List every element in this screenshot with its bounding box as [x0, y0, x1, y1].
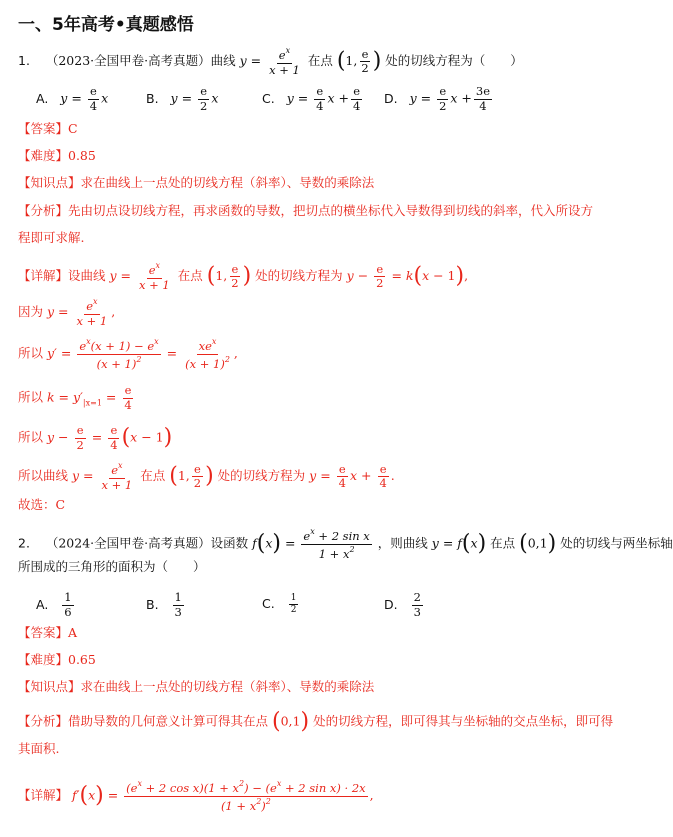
q2-analysis-line2: 其面积. [18, 741, 60, 756]
q1-analysis-line1: 【分析】先由切点设切线方程，再求函数的导数，把切点的横坐标代入导数得到切线的斜率，代入所设方 [18, 203, 594, 218]
q2-option-b: B. $\frac{1}{3}$ [146, 590, 182, 619]
q1-detail-line4: 所以 $k = y'_{|x=1}$ = $\frac{e}{4}$ [18, 383, 132, 412]
q1-detail-line1: 【详解】设曲线 y = $\frac{e^x}{x + 1}$ 在点 (1, $\frac{e}{2}$ ) 处的切线方程为 y − $\frac{e}{2}$ = k(x − 1), [18, 261, 469, 292]
q1-detail-line5: 所以 y − $\frac{e}{2}$ = $\frac{e}{4}$ (x − 1) [18, 423, 173, 452]
q1-knowledge: 【知识点】求在曲线上一点处的切线方程（斜率）、导数的乘除法 [18, 175, 375, 190]
q1-option-d: D. y = $\frac{e}{2}$ x + $\frac{3e}{4}$ [384, 84, 491, 113]
q2-knowledge: 【知识点】求在曲线上一点处的切线方程（斜率）、导数的乘除法 [18, 679, 375, 694]
q2-stem-line1: 2. （2024·全国甲卷·高考真题）设函数 f(x) = $\frac{e^x + 2 \sin x}{1 + x^2}$ ，则曲线 y = f(x) 在点 (0,1) 处的切线与两坐标轴 [18, 527, 673, 561]
q2-stem-line2: 所围成的三角形的面积为（ ） [18, 559, 206, 574]
q2-option-a: A. $\frac{1}{6}$ [36, 590, 72, 619]
q2-analysis-line1: 【分析】借助导数的几何意义计算可得其在点 (0,1) 处的切线方程，即可得其与坐标轴的交点坐标，即可得 [18, 709, 614, 734]
q1-analysis-line2: 程即可求解. [18, 230, 85, 245]
q1-option-b: B. y = $\frac{e}{2}$ x [146, 84, 219, 113]
q2-option-d: D. $\frac{2}{3}$ [384, 590, 421, 619]
q1-stem: 1. （2023·全国甲卷·高考真题）曲线 y = $\frac{e^x}{x + 1}$ 在点 (1, $\frac{e}{2}$ ) 处的切线方程为（ ） [18, 46, 523, 77]
q1-detail-line3: 所以 y′ = $\frac{e^x(x + 1) - e^x}{(x + 1)^2}$ = $\frac{xe^x}{(x + 1)^2}$ , [18, 337, 238, 371]
q2-answer: 【答案】A [18, 625, 78, 640]
q1-option-a: A. y = $\frac{e}{4}$ x [36, 84, 109, 113]
q2-option-c: C. $\frac{1}{2}$ [262, 593, 297, 615]
section-title: 一、5年高考•真题感悟 [18, 15, 194, 35]
q1-conclusion: 故选：C [18, 497, 66, 512]
q1-detail-line6: 所以曲线 y = $\frac{e^x}{x + 1}$ 在点 (1, $\frac{e}{2}$ ) 处的切线方程为 y = $\frac{e}{4}$ x + $\frac{e}{4}$ . [18, 461, 395, 492]
q1-difficulty: 【难度】0.85 [18, 148, 96, 163]
q1-detail-line2: 因为 y = $\frac{e^x}{x + 1}$ , [18, 297, 116, 328]
q2-detail-line1: 【详解】 f′(x) = $\frac{(e^x + 2 \cos x)(1 + x^2) - (e^x + 2 \sin x) \cdot 2x}{(1 + x^2)^2}$ , [18, 779, 374, 813]
q1-answer: 【答案】C [18, 121, 78, 136]
q1-option-c: C. y = $\frac{e}{4}$ x + $\frac{e}{4}$ [262, 84, 361, 113]
q2-difficulty: 【难度】0.65 [18, 652, 96, 667]
